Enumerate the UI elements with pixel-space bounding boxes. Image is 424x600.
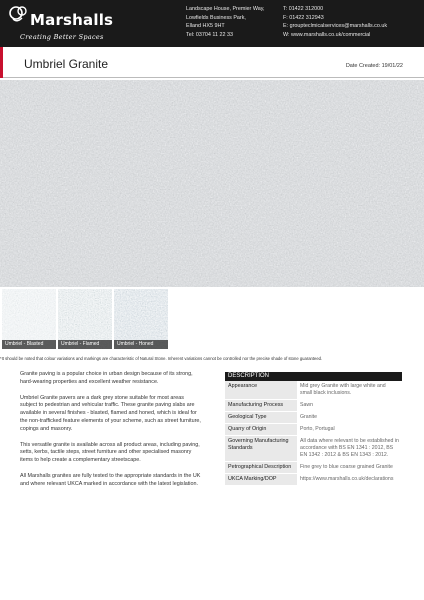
thumbnail-honed xyxy=(114,289,168,349)
address-block xyxy=(186,5,265,39)
page-title: Umbriel Granite xyxy=(24,57,109,71)
table-row xyxy=(225,424,402,436)
contact-block xyxy=(283,5,387,39)
marshalls-logo xyxy=(8,4,158,44)
granite-texture-main xyxy=(0,80,424,287)
marshalls-mark-icon xyxy=(8,4,30,26)
table-row xyxy=(225,400,402,412)
contact-line: F: 01422 312943 xyxy=(283,14,324,21)
table-row xyxy=(225,381,402,400)
paragraph: Granite paving is a popular choice in urban design because of its strong, hard-wearing properties and excellent weather resistance. xyxy=(20,371,193,385)
address-line: Tel: 03704 11 22 33 xyxy=(186,31,233,38)
contact-line: E: groupteclmicalservices@marshalls.co.uk xyxy=(283,23,388,29)
thumbnail-blasted xyxy=(2,289,56,349)
table-row xyxy=(225,436,402,462)
date-created: Date Created: 19/01/22 xyxy=(345,63,403,69)
description-table xyxy=(225,372,402,486)
row-key: Governing Manufacturing Standards xyxy=(225,436,297,461)
row-key: Appearance xyxy=(225,381,297,399)
address-line: Elland HX5 9HT xyxy=(186,23,225,29)
paragraph: Umbriel Granite pavers are a dark grey stone suitable for most areas subject to pedestrian and vehicular traffic. These granite paving slabs are available in several finishes - blasted, flamed and honed, which is ideal for the non-trafficked feature elements of your scheme, such as street furniture, copings and masonry. xyxy=(20,394,201,432)
title-bar xyxy=(0,47,424,78)
row-value: Fine grey to blue coarse grained Granite xyxy=(300,464,393,470)
thumbnail-caption: Umbriel - Blasted xyxy=(2,340,56,349)
row-key: Manufacturing Process xyxy=(225,400,297,411)
address-line: Landscape House, Premier Way, xyxy=(186,6,265,12)
granite-hero-image xyxy=(0,80,424,287)
brand-name: Marshalls xyxy=(30,11,114,29)
table-row xyxy=(225,474,402,486)
row-key: Petrographical Description xyxy=(225,462,297,473)
paragraph: All Marshalls granites are fully tested to the appropriate standards in the UK and where relevant UKCA marked in accordance with the latest legislation. xyxy=(20,472,201,487)
table-row xyxy=(225,462,402,474)
row-value: Granite xyxy=(300,414,318,420)
row-key: Geological Type xyxy=(225,412,297,423)
title-accent-bar xyxy=(0,47,3,78)
product-description-text xyxy=(20,371,202,497)
row-value: Porto, Portugal xyxy=(300,426,335,432)
row-value: Sawn xyxy=(300,402,313,408)
description-heading: DESCRIPTION xyxy=(225,372,402,381)
brand-tagline: Creating Better Spaces xyxy=(20,33,104,41)
page-header xyxy=(0,0,424,47)
thumbnail-caption: Umbriel - Honed xyxy=(114,340,168,349)
row-key: Quarry of Origin xyxy=(225,424,297,435)
thumbnail-caption: Umbriel - Flamed xyxy=(58,340,112,349)
row-value: All data where relevant to be established in accordance with BS EN 1341 : 2012, BS EN 1342 : 2012 & BS EN 1343 : 2012. xyxy=(300,438,399,458)
row-value: Mid grey Granite with large white and small black inclusions. xyxy=(300,383,386,396)
stone-variation-note: *It should be noted that colour variations and markings are characteristic of Natural Stone. Inherent variations cannot be controlled nor the precise shade of stone guaranteed. xyxy=(0,356,323,361)
contact-line: W: www.marshalls.co.uk/commercial xyxy=(283,31,371,38)
row-value: https://www.marshalls.co.uk/declarations xyxy=(300,476,394,482)
contact-line: T: 01422 312000 xyxy=(283,6,324,12)
finish-thumbnails xyxy=(0,289,424,349)
row-key: UKCA Marking/DOP xyxy=(225,474,297,485)
table-row xyxy=(225,412,402,424)
paragraph: This versatile granite is available across all product areas, including paving, setts, kerbs, tactile steps, street furniture and other specialised masonry items to help create a complementary streetscape. xyxy=(20,441,200,464)
thumbnail-flamed xyxy=(58,289,112,349)
address-line: Lowfields Business Park, xyxy=(186,14,246,21)
